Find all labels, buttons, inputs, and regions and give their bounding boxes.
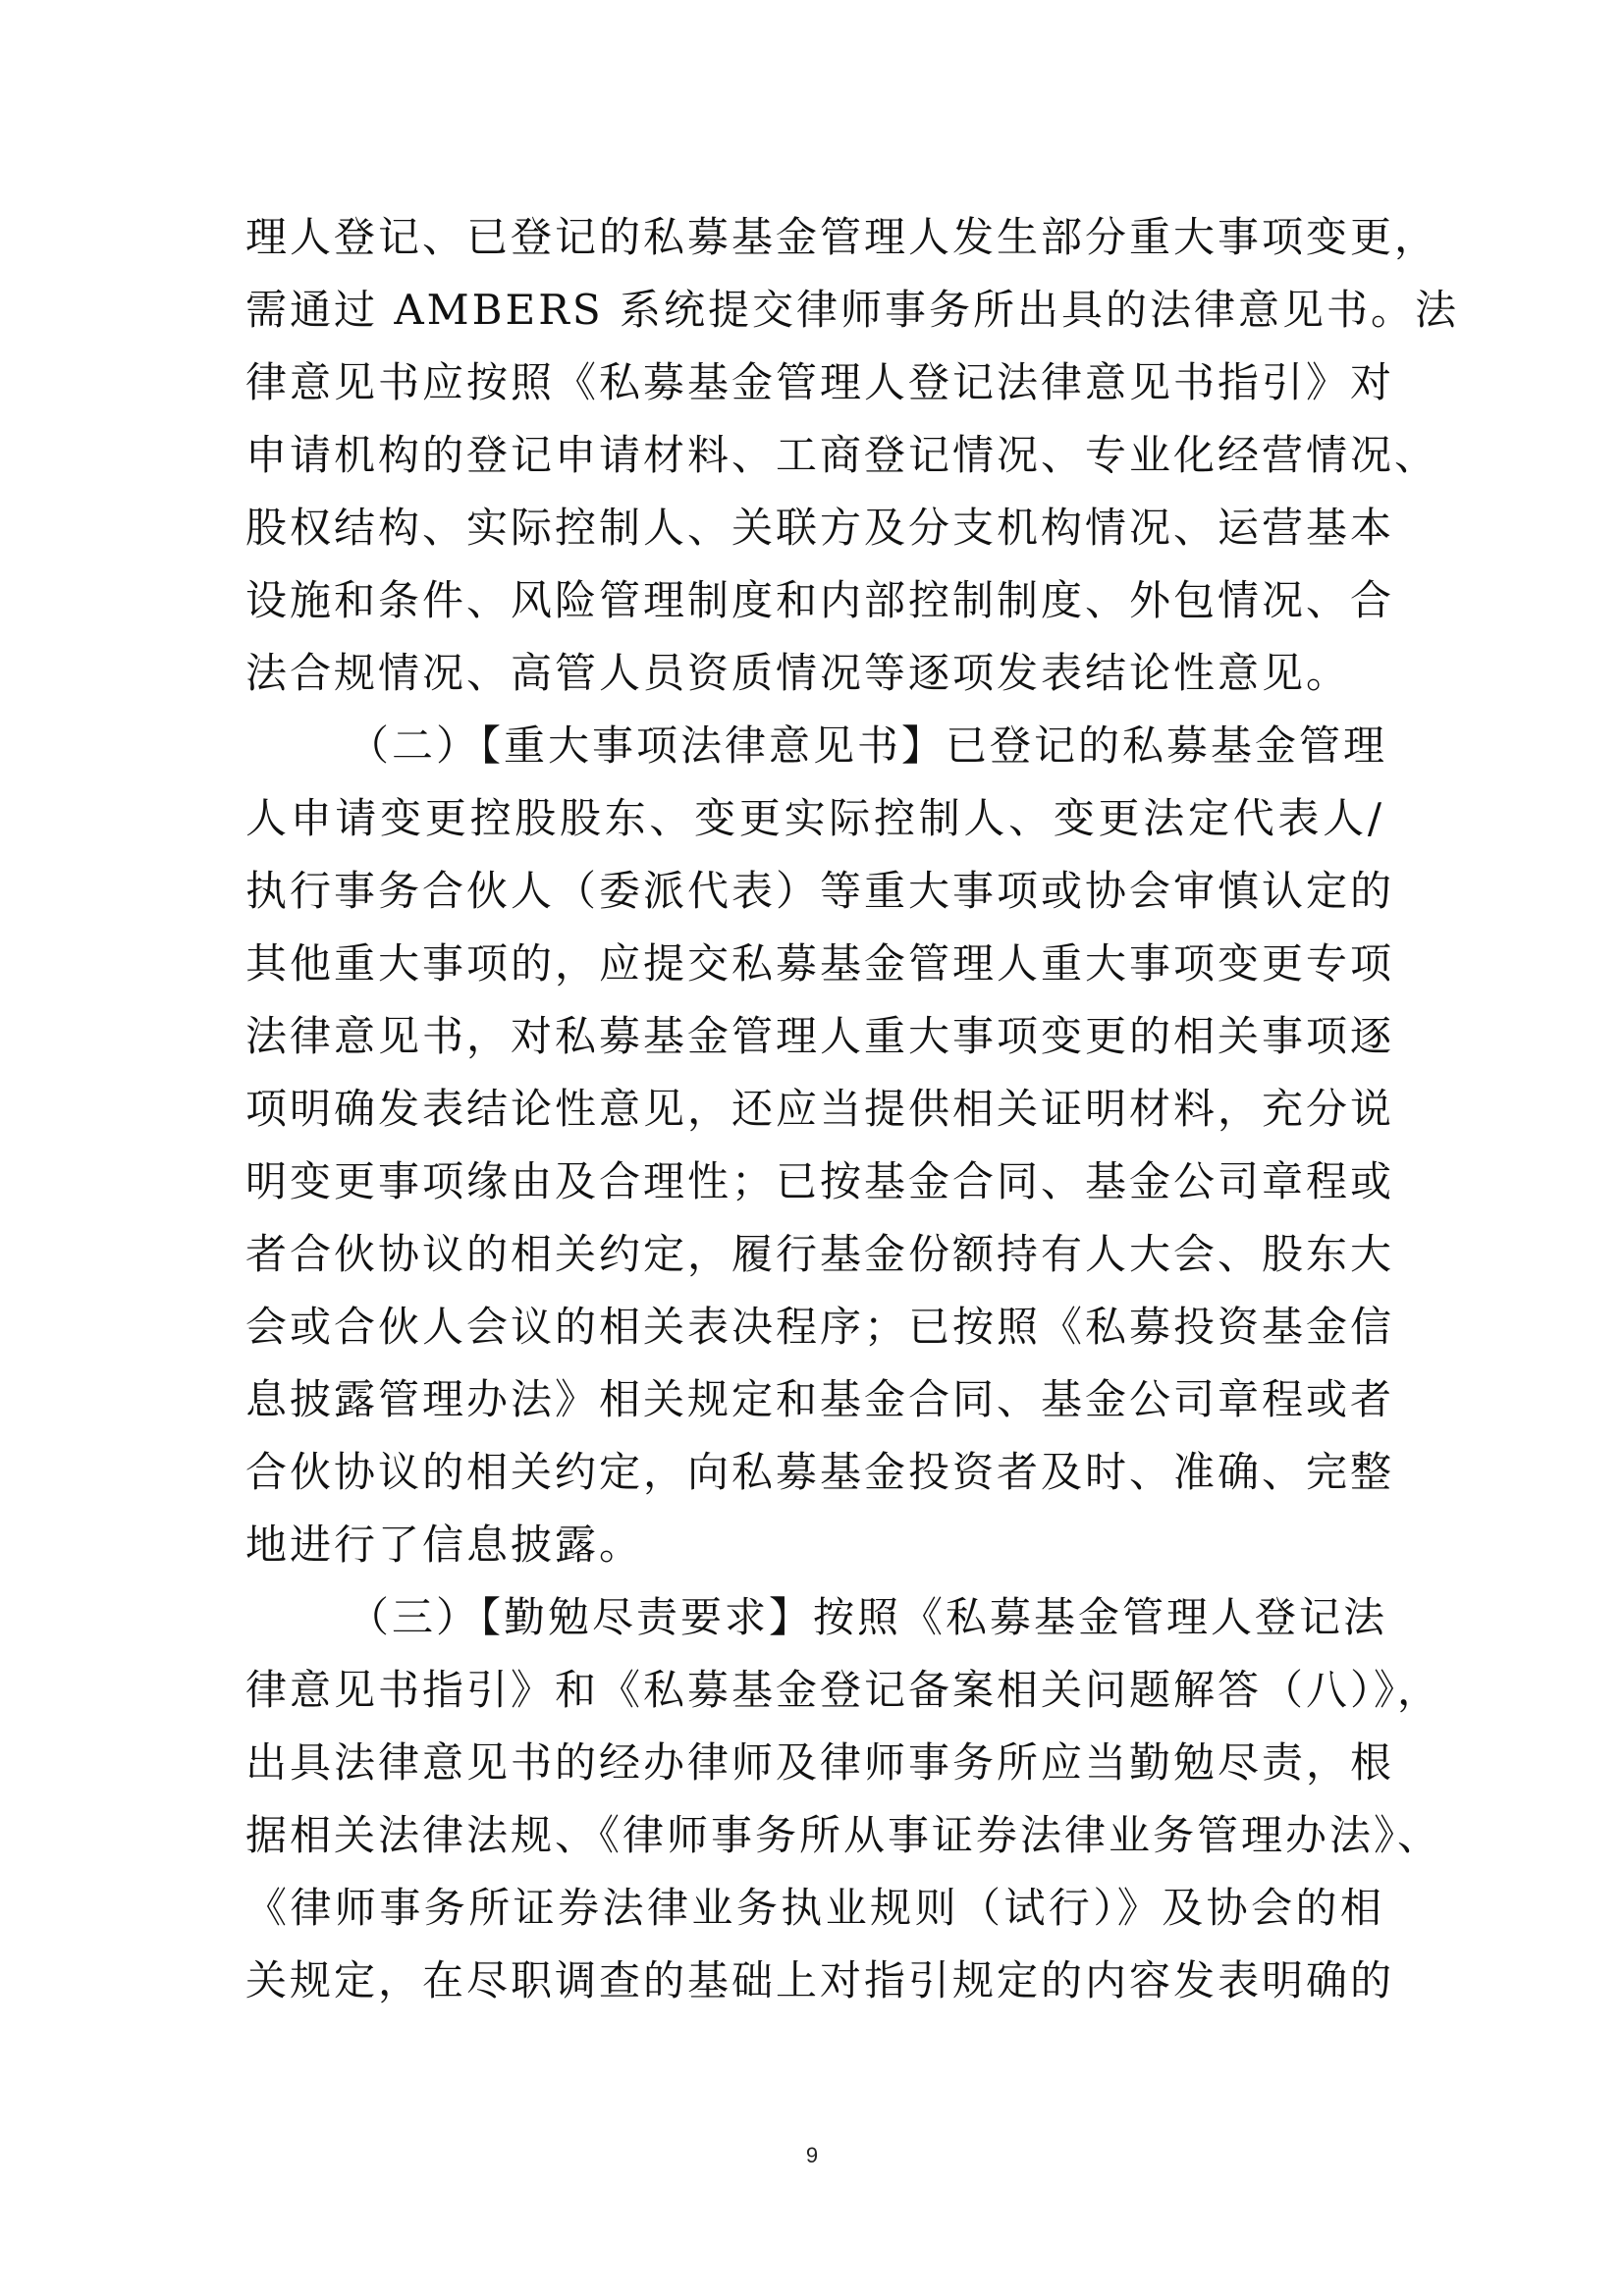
body-line-17: 息披露管理办法》相关规定和基金合同、基金公司章程或者 [245,1375,1395,1423]
body-line-11: 其他重大事项的，应提交私募基金管理人重大事项变更专项 [245,939,1395,988]
body-line-13: 项明确发表结论性意见，还应当提供相关证明材料，充分说 [245,1085,1395,1133]
body-line-12: 法律意见书，对私募基金管理人重大事项变更的相关事项逐 [245,1012,1395,1060]
body-line-22: 出具法律意见书的经办律师及律师事务所应当勤勉尽责，根 [245,1738,1395,1787]
page-number: 9 [805,2143,819,2167]
body-line-18: 合伙协议的相关约定，向私募基金投资者及时、准确、完整 [245,1448,1395,1496]
body-line-25: 关规定，在尽职调查的基础上对指引规定的内容发表明确的 [245,1956,1395,2004]
body-line-6: 设施和条件、风险管理制度和内部控制制度、外包情况、合 [245,576,1395,624]
body-line-9: 人申请变更控股股东、变更实际控制人、变更法定代表人/ [245,794,1384,842]
body-line-2: 需通过 AMBERS 系统提交律师事务所出具的法律意见书。法 [245,286,1459,334]
body-line-10: 执行事务合伙人（委派代表）等重大事项或协会审慎认定的 [245,867,1395,915]
body-line-21: 律意见书指引》和《私募基金登记备案相关问题解答（八）》， [245,1666,1442,1714]
body-line-5: 股权结构、实际控制人、关联方及分支机构情况、运营基本 [245,504,1395,552]
body-line-7: 法合规情况、高管人员资质情况等逐项发表结论性意见。 [245,649,1351,697]
section-2-heading-line: （二）【重大事项法律意见书】已登记的私募基金管理 [348,721,1388,770]
document-body [245,201,1459,2017]
body-line-3: 律意见书应按照《私募基金管理人登记法律意见书指引》对 [245,358,1395,406]
body-line-19: 地进行了信息披露。 [245,1521,644,1569]
section-3-heading-line: （三）【勤勉尽责要求】按照《私募基金管理人登记法 [348,1593,1388,1641]
body-line-16: 会或合伙人会议的相关表决程序；已按照《私募投资基金信 [245,1303,1395,1351]
body-line-23: 据相关法律法规、《律师事务所从事证券法律业务管理办法》、 [245,1811,1442,1859]
body-line-1: 理人登记、已登记的私募基金管理人发生部分重大事项变更， [245,213,1439,261]
body-line-4: 申请机构的登记申请材料、工商登记情况、专业化经营情况、 [245,431,1439,479]
body-line-14: 明变更事项缘由及合理性；已按基金合同、基金公司章程或 [245,1157,1395,1205]
body-line-15: 者合伙协议的相关约定，履行基金份额持有人大会、股东大 [245,1230,1395,1278]
body-line-24: 《律师事务所证券法律业务执业规则（试行）》及协会的相 [245,1884,1384,1932]
